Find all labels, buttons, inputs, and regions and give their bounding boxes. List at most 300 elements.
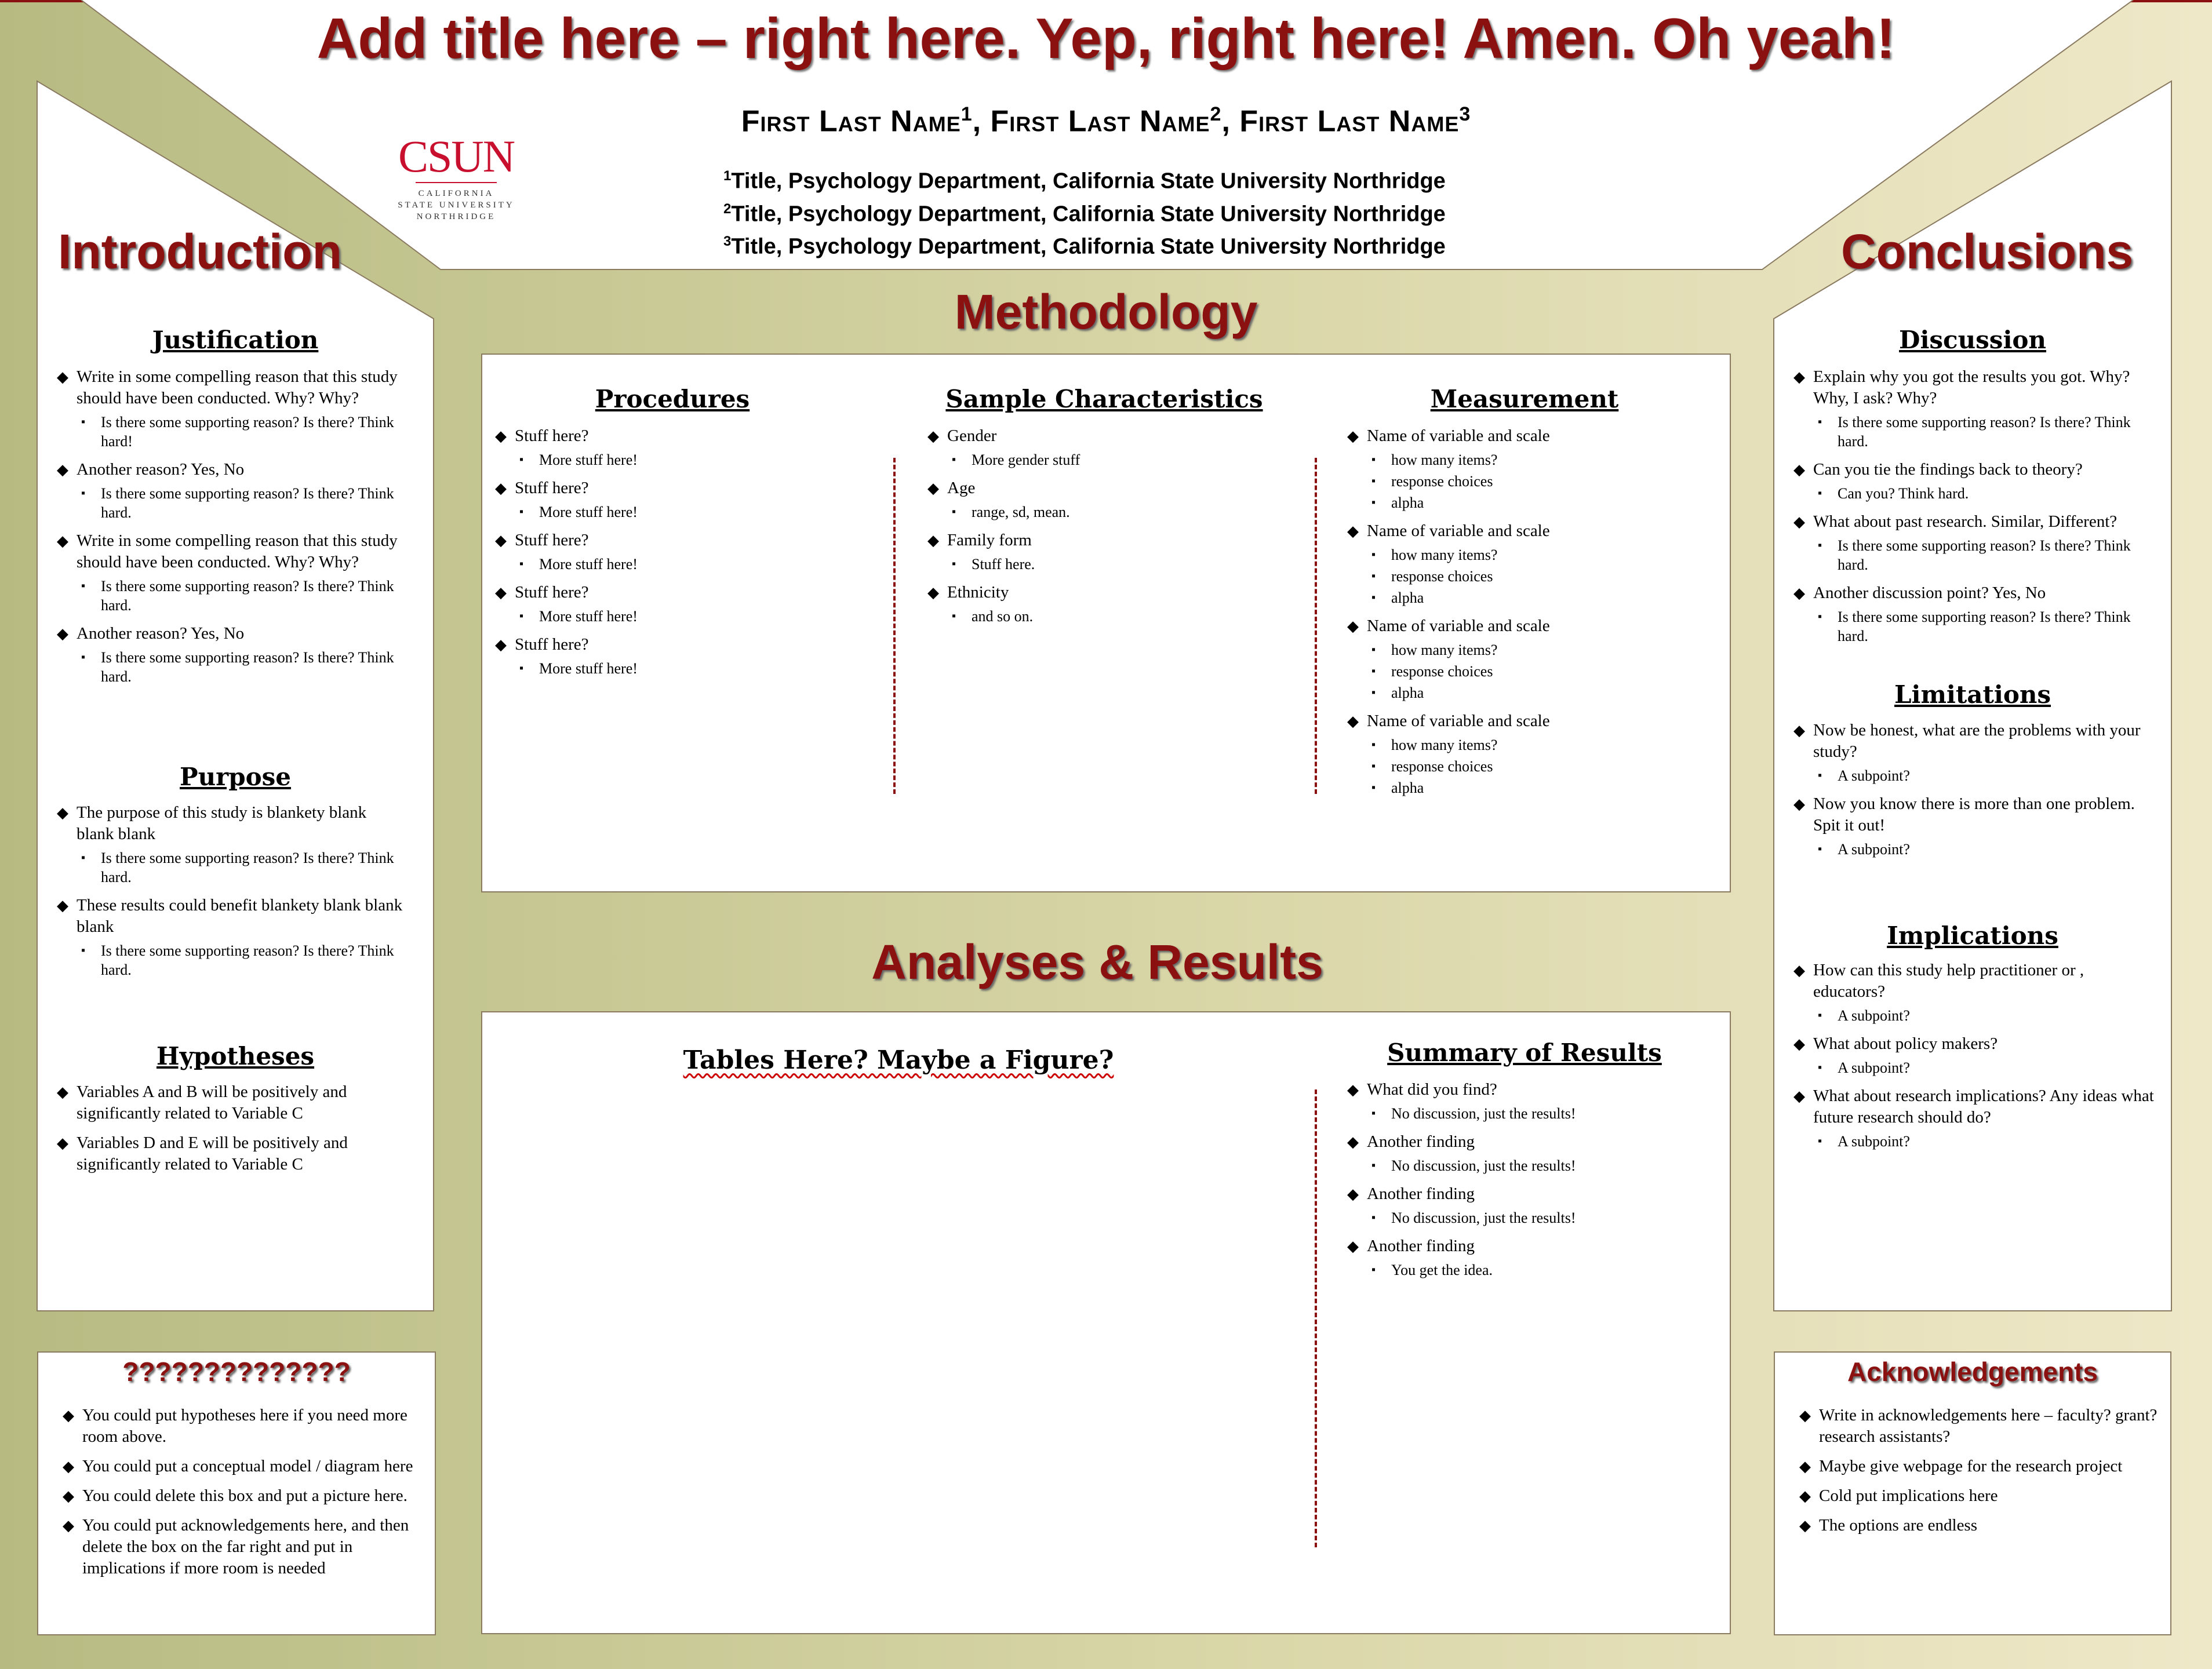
justification-list bbox=[57, 366, 405, 694]
extra-box-list bbox=[63, 1405, 422, 1587]
square-bullet-icon: ▪ bbox=[519, 453, 524, 466]
sub-list-item-text: You get the idea. bbox=[1391, 1262, 1493, 1278]
list-item bbox=[495, 634, 872, 678]
sub-list bbox=[1367, 1260, 1718, 1280]
affiliation-text: Title, Psychology Department, California State University Northridge bbox=[731, 234, 1446, 259]
list-item-text: Stuff here? bbox=[515, 635, 589, 654]
list-item bbox=[1793, 511, 2159, 574]
square-bullet-icon: ▪ bbox=[952, 505, 956, 518]
sub-list bbox=[1367, 640, 1718, 702]
list-item-text: You could delete this box and put a picture here. bbox=[82, 1486, 408, 1505]
square-bullet-icon: ▪ bbox=[81, 651, 86, 664]
sub-list-item-text: Is there some supporting reason? Is there? Think hard. bbox=[101, 578, 394, 614]
sub-list-item-text: A subpoint? bbox=[1838, 1007, 1910, 1024]
logo-wordmark: CSUN bbox=[398, 131, 515, 181]
list-item-text: Stuff here? bbox=[515, 583, 589, 602]
square-bullet-icon: ▪ bbox=[519, 610, 524, 622]
diamond-bullet-icon: ◆ bbox=[1793, 1036, 1805, 1052]
list-item bbox=[63, 1405, 422, 1448]
discussion-heading: Discussion bbox=[1899, 326, 2046, 354]
limitations-list bbox=[1793, 720, 2159, 867]
logo-line: CALIFORNIA bbox=[418, 189, 494, 198]
sub-list bbox=[1367, 735, 1718, 797]
acknowledgements-list bbox=[1799, 1405, 2164, 1544]
list-item-text: What did you find? bbox=[1367, 1080, 1497, 1099]
square-bullet-icon: ▪ bbox=[1371, 1211, 1376, 1224]
diamond-bullet-icon: ◆ bbox=[927, 480, 939, 497]
list-item-text: Cold put implications here bbox=[1819, 1486, 1998, 1505]
diamond-bullet-icon: ◆ bbox=[63, 1407, 74, 1424]
sub-list bbox=[1367, 1156, 1718, 1175]
list-item bbox=[63, 1515, 422, 1579]
author-superscript: 1 bbox=[961, 103, 973, 125]
list-item-text: These results could benefit blankety blank blank blank bbox=[77, 896, 403, 936]
square-bullet-icon: ▪ bbox=[952, 610, 956, 622]
sub-list-item bbox=[1367, 567, 1718, 586]
sub-list-item bbox=[1813, 1058, 2159, 1077]
list-item-text: Now be honest, what are the problems with your study? bbox=[1813, 721, 2141, 761]
square-bullet-icon: ▪ bbox=[952, 557, 956, 570]
author-name: First Last Name bbox=[741, 104, 961, 139]
implications-list bbox=[1793, 960, 2159, 1159]
sub-list bbox=[77, 577, 405, 615]
tables-placeholder-heading: Tables Here? Maybe a Figure? bbox=[683, 1045, 1114, 1075]
author-superscript: 3 bbox=[1459, 103, 1471, 125]
sub-list-item bbox=[77, 577, 405, 615]
list-item bbox=[927, 582, 1298, 626]
sub-list bbox=[77, 648, 405, 686]
diamond-bullet-icon: ◆ bbox=[1347, 1081, 1359, 1098]
square-bullet-icon: ▪ bbox=[1818, 1009, 1822, 1022]
affiliation-text: Title, Psychology Department, California State University Northridge bbox=[731, 169, 1446, 194]
diamond-bullet-icon: ◆ bbox=[1799, 1517, 1811, 1534]
sub-list-item-text: Is there some supporting reason? Is there? Think hard. bbox=[101, 942, 394, 978]
author-name: First Last Name bbox=[1239, 104, 1460, 139]
summary-of-results-heading: Summary of Results bbox=[1387, 1038, 1662, 1067]
list-item bbox=[57, 1132, 405, 1175]
sample-characteristics-heading: Sample Characteristics bbox=[945, 385, 1263, 413]
sub-list-item-text: Is there some supporting reason? Is there? Think hard. bbox=[101, 649, 394, 685]
sub-list-item bbox=[515, 502, 872, 522]
list-item bbox=[57, 366, 405, 451]
sub-list-item bbox=[1367, 545, 1718, 564]
square-bullet-icon: ▪ bbox=[1371, 643, 1376, 656]
list-item-text: Name of variable and scale bbox=[1367, 617, 1550, 635]
list-item-text: Age bbox=[947, 479, 976, 497]
list-item-text: Write in some compelling reason that this study should have been conducted. Why? Why? bbox=[77, 531, 398, 571]
sample-characteristics-list bbox=[927, 425, 1298, 634]
sub-list-item-text: how many items? bbox=[1391, 451, 1498, 468]
sub-list-item-text: No discussion, just the results! bbox=[1391, 1157, 1576, 1174]
author-list: First Last Name$^1$, First Last Name$^2$, First Last Name$^3$ bbox=[741, 103, 1471, 139]
sub-list bbox=[77, 941, 405, 979]
sub-list-item bbox=[1367, 450, 1718, 469]
list-item bbox=[1347, 1079, 1718, 1123]
list-item bbox=[57, 530, 405, 615]
csun-logo bbox=[390, 133, 523, 223]
diamond-bullet-icon: ◆ bbox=[927, 584, 939, 601]
sub-list-item-text: A subpoint? bbox=[1838, 841, 1910, 858]
diamond-bullet-icon: ◆ bbox=[63, 1517, 74, 1534]
sub-list-item-text: how many items? bbox=[1391, 642, 1498, 658]
sub-list-item-text: Is there some supporting reason? Is there? Think hard. bbox=[1838, 537, 2131, 573]
list-item bbox=[1347, 425, 1718, 512]
logo-divider bbox=[416, 182, 497, 183]
sub-list-item bbox=[1813, 413, 2159, 451]
sub-list-item-text: A subpoint? bbox=[1838, 1133, 1910, 1150]
sub-list-item-text: More stuff here! bbox=[539, 451, 638, 468]
sub-list bbox=[947, 502, 1298, 522]
square-bullet-icon: ▪ bbox=[1371, 453, 1376, 466]
diamond-bullet-icon: ◆ bbox=[63, 1488, 74, 1504]
results-heading: Analyses & Results bbox=[871, 935, 1323, 989]
list-item bbox=[63, 1456, 422, 1477]
sub-list bbox=[1367, 1208, 1718, 1227]
diamond-bullet-icon: ◆ bbox=[1347, 618, 1359, 635]
diamond-bullet-icon: ◆ bbox=[495, 584, 507, 601]
sub-list bbox=[1813, 413, 2159, 451]
list-item bbox=[495, 582, 872, 626]
sub-list-item bbox=[1367, 640, 1718, 659]
square-bullet-icon: ▪ bbox=[1818, 843, 1822, 855]
sub-list-item bbox=[1367, 778, 1718, 797]
list-item bbox=[1347, 520, 1718, 607]
square-bullet-icon: ▪ bbox=[1371, 475, 1376, 487]
sub-list-item bbox=[947, 555, 1298, 574]
sub-list-item-text: More stuff here! bbox=[539, 556, 638, 573]
list-item-text: Name of variable and scale bbox=[1367, 712, 1550, 730]
affiliation-line bbox=[723, 228, 1446, 261]
list-item-text: Stuff here? bbox=[515, 427, 589, 445]
affiliation-superscript: 1 bbox=[723, 168, 732, 184]
logo-line: STATE UNIVERSITY bbox=[398, 201, 515, 210]
square-bullet-icon: ▪ bbox=[1371, 1159, 1376, 1172]
sub-list-item-text: Is there some supporting reason? Is there? Think hard. bbox=[101, 850, 394, 885]
affiliation-line bbox=[723, 162, 1446, 195]
extra-box-heading: ?????????????? bbox=[122, 1357, 351, 1387]
diamond-bullet-icon: ◆ bbox=[495, 636, 507, 653]
list-item bbox=[1793, 459, 2159, 503]
sub-list-item bbox=[515, 659, 872, 678]
sub-list bbox=[1813, 484, 2159, 503]
list-item-text: Gender bbox=[947, 427, 997, 445]
list-item-text: Write in some compelling reason that this study should have been conducted. Why? Why? bbox=[77, 367, 398, 407]
discussion-list bbox=[1793, 366, 2159, 654]
sub-list bbox=[947, 450, 1298, 469]
list-item-text: Another discussion point? Yes, No bbox=[1813, 584, 2046, 602]
list-item bbox=[1793, 1085, 2159, 1151]
list-item-text: Variables D and E will be positively and significantly related to Variable C bbox=[77, 1134, 348, 1174]
square-bullet-icon: ▪ bbox=[1371, 760, 1376, 772]
list-item-text: Ethnicity bbox=[947, 583, 1009, 602]
list-item-text: What about past research. Similar, Different? bbox=[1813, 512, 2118, 531]
sub-list bbox=[1813, 1132, 2159, 1151]
square-bullet-icon: ▪ bbox=[1371, 496, 1376, 509]
list-item-text: Another reason? Yes, No bbox=[77, 624, 245, 643]
limitations-heading: Limitations bbox=[1894, 680, 2051, 709]
list-item bbox=[927, 425, 1298, 469]
sub-list bbox=[1813, 536, 2159, 574]
square-bullet-icon: ▪ bbox=[1371, 548, 1376, 561]
purpose-heading: Purpose bbox=[180, 763, 291, 791]
list-item bbox=[1347, 710, 1718, 797]
sub-list-item bbox=[77, 413, 405, 451]
sub-list-item bbox=[1367, 1260, 1718, 1280]
sub-list-item bbox=[1813, 1006, 2159, 1025]
list-item-text: Family form bbox=[947, 531, 1032, 549]
sub-list-item bbox=[1367, 735, 1718, 755]
list-item-text: Name of variable and scale bbox=[1367, 427, 1550, 445]
list-item-text: The options are endless bbox=[1819, 1516, 1978, 1535]
square-bullet-icon: ▪ bbox=[1371, 570, 1376, 582]
sub-list-item bbox=[515, 450, 872, 469]
diamond-bullet-icon: ◆ bbox=[1793, 1088, 1805, 1105]
diamond-bullet-icon: ◆ bbox=[57, 804, 68, 821]
sub-list bbox=[515, 555, 872, 574]
sub-list bbox=[515, 659, 872, 678]
sub-list-item bbox=[1367, 757, 1718, 776]
logo-line: NORTHRIDGE bbox=[416, 212, 496, 221]
diamond-bullet-icon: ◆ bbox=[1347, 428, 1359, 444]
sub-list bbox=[1367, 545, 1718, 607]
affiliation-superscript: 3 bbox=[723, 234, 732, 250]
square-bullet-icon: ▪ bbox=[952, 453, 956, 466]
list-item-text: Explain why you got the results you got. Why? Why, I ask? Why? bbox=[1813, 367, 2130, 407]
list-item-text: The purpose of this study is blankety blank blank blank bbox=[77, 803, 367, 843]
sub-list-item bbox=[1367, 683, 1718, 702]
affiliations bbox=[723, 162, 1446, 261]
list-item-text: You could put acknowledgements here, and then delete the box on the far right and put in implications if more room is needed bbox=[82, 1516, 409, 1577]
sub-list bbox=[1367, 450, 1718, 512]
diamond-bullet-icon: ◆ bbox=[1793, 722, 1805, 739]
sub-list bbox=[1813, 766, 2159, 785]
list-item bbox=[1793, 720, 2159, 785]
list-item bbox=[1793, 793, 2159, 859]
square-bullet-icon: ▪ bbox=[519, 505, 524, 518]
diamond-bullet-icon: ◆ bbox=[1347, 1134, 1359, 1150]
diamond-bullet-icon: ◆ bbox=[927, 532, 939, 549]
sub-list-item bbox=[1813, 536, 2159, 574]
list-item bbox=[1793, 582, 2159, 646]
square-bullet-icon: ▪ bbox=[1371, 781, 1376, 794]
list-item-text: Another finding bbox=[1367, 1237, 1475, 1255]
sub-list bbox=[1367, 1104, 1718, 1123]
list-item bbox=[495, 478, 872, 522]
list-item bbox=[1799, 1456, 2164, 1477]
diamond-bullet-icon: ◆ bbox=[1793, 461, 1805, 478]
square-bullet-icon: ▪ bbox=[1818, 610, 1822, 623]
sub-list-item bbox=[77, 941, 405, 979]
sub-list-item bbox=[1813, 1132, 2159, 1151]
list-item bbox=[1347, 1183, 1718, 1227]
square-bullet-icon: ▪ bbox=[1818, 1135, 1822, 1147]
list-item bbox=[57, 802, 405, 887]
sub-list bbox=[515, 450, 872, 469]
list-item bbox=[1799, 1405, 2164, 1448]
sub-list bbox=[1813, 1058, 2159, 1077]
sub-list-item bbox=[1367, 1104, 1718, 1123]
sub-list-item bbox=[1367, 472, 1718, 491]
list-item bbox=[1793, 960, 2159, 1025]
diamond-bullet-icon: ◆ bbox=[1347, 523, 1359, 540]
list-item bbox=[63, 1485, 422, 1507]
sub-list-item bbox=[1367, 662, 1718, 681]
square-bullet-icon: ▪ bbox=[81, 416, 86, 428]
purpose-list bbox=[57, 802, 405, 987]
diamond-bullet-icon: ◆ bbox=[57, 533, 68, 549]
sub-list bbox=[77, 484, 405, 522]
list-item-text: Stuff here? bbox=[515, 531, 589, 549]
list-item-text: Name of variable and scale bbox=[1367, 522, 1550, 540]
justification-heading: Justification bbox=[152, 326, 319, 354]
diamond-bullet-icon: ◆ bbox=[1799, 1488, 1811, 1504]
sub-list bbox=[77, 848, 405, 887]
diamond-bullet-icon: ◆ bbox=[1793, 513, 1805, 530]
sub-list bbox=[77, 413, 405, 451]
list-item-text: Another finding bbox=[1367, 1132, 1475, 1151]
sub-list-item-text: Is there some supporting reason? Is there? Think hard. bbox=[1838, 414, 2131, 450]
square-bullet-icon: ▪ bbox=[1371, 738, 1376, 751]
column-divider bbox=[1315, 1089, 1317, 1547]
acknowledgements-heading: Acknowledgements bbox=[1847, 1357, 2098, 1387]
sub-list bbox=[1813, 1006, 2159, 1025]
list-item-text: What about policy makers? bbox=[1813, 1034, 1998, 1053]
list-item bbox=[57, 895, 405, 979]
sub-list bbox=[515, 502, 872, 522]
sub-list-item-text: response choices bbox=[1391, 663, 1493, 680]
list-item-text: Can you tie the findings back to theory? bbox=[1813, 460, 2083, 479]
list-item-text: You could put a conceptual model / diagram here bbox=[82, 1457, 413, 1475]
methodology-heading: Methodology bbox=[954, 285, 1258, 339]
square-bullet-icon: ▪ bbox=[81, 487, 86, 500]
sub-list-item-text: alpha bbox=[1391, 494, 1424, 511]
sub-list bbox=[1813, 840, 2159, 859]
sub-list-item-text: No discussion, just the results! bbox=[1391, 1209, 1576, 1226]
list-item-text: You could put hypotheses here if you need more room above. bbox=[82, 1406, 408, 1446]
sub-list-item bbox=[947, 502, 1298, 522]
diamond-bullet-icon: ◆ bbox=[495, 480, 507, 497]
list-item bbox=[495, 530, 872, 574]
column-divider bbox=[1315, 458, 1317, 794]
diamond-bullet-icon: ◆ bbox=[57, 461, 68, 478]
diamond-bullet-icon: ◆ bbox=[1793, 585, 1805, 602]
affiliation-text: Title, Psychology Department, California State University Northridge bbox=[731, 202, 1446, 227]
sub-list bbox=[947, 607, 1298, 626]
diamond-bullet-icon: ◆ bbox=[1793, 796, 1805, 812]
list-item-text: What about research implications? Any ideas what future research should do? bbox=[1813, 1087, 2154, 1127]
list-item bbox=[57, 459, 405, 522]
poster-title: Add title here – right here. Yep, right here! Amen. Oh yeah! bbox=[316, 6, 1896, 70]
sub-list-item bbox=[1367, 1156, 1718, 1175]
sub-list-item-text: Can you? Think hard. bbox=[1838, 485, 1969, 502]
list-item bbox=[57, 623, 405, 686]
sub-list-item-text: More gender stuff bbox=[972, 451, 1080, 468]
diamond-bullet-icon: ◆ bbox=[1347, 713, 1359, 730]
column-divider bbox=[893, 458, 896, 794]
square-bullet-icon: ▪ bbox=[1371, 665, 1376, 677]
sub-list-item-text: More stuff here! bbox=[539, 608, 638, 625]
list-item bbox=[1347, 1131, 1718, 1175]
diamond-bullet-icon: ◆ bbox=[57, 897, 68, 914]
list-item bbox=[1347, 615, 1718, 702]
list-item bbox=[1793, 366, 2159, 451]
diamond-bullet-icon: ◆ bbox=[1347, 1186, 1359, 1202]
diamond-bullet-icon: ◆ bbox=[1347, 1238, 1359, 1255]
affiliation-superscript: 2 bbox=[723, 201, 732, 217]
diamond-bullet-icon: ◆ bbox=[495, 428, 507, 444]
list-item-text: How can this study help practitioner or , educators? bbox=[1813, 961, 2084, 1001]
list-item bbox=[495, 425, 872, 469]
sub-list-item-text: A subpoint? bbox=[1838, 1059, 1910, 1076]
list-item bbox=[1799, 1485, 2164, 1507]
sub-list-item-text: alpha bbox=[1391, 589, 1424, 606]
measurement-heading: Measurement bbox=[1430, 385, 1619, 413]
sub-list-item bbox=[77, 484, 405, 522]
sub-list-item-text: alpha bbox=[1391, 779, 1424, 796]
sub-list-item-text: Is there some supporting reason? Is there? Think hard. bbox=[101, 485, 394, 521]
diamond-bullet-icon: ◆ bbox=[57, 369, 68, 385]
list-item bbox=[57, 1081, 405, 1124]
square-bullet-icon: ▪ bbox=[1371, 686, 1376, 699]
diamond-bullet-icon: ◆ bbox=[1799, 1407, 1811, 1424]
sub-list-item-text: how many items? bbox=[1391, 737, 1498, 753]
square-bullet-icon: ▪ bbox=[1371, 591, 1376, 604]
sub-list-item bbox=[1813, 840, 2159, 859]
measurement-list bbox=[1347, 425, 1718, 806]
diamond-bullet-icon: ◆ bbox=[57, 1135, 68, 1151]
diamond-bullet-icon: ◆ bbox=[57, 625, 68, 642]
sub-list-item bbox=[77, 848, 405, 887]
list-item bbox=[927, 478, 1298, 522]
square-bullet-icon: ▪ bbox=[1818, 487, 1822, 500]
list-item bbox=[927, 530, 1298, 574]
sub-list-item bbox=[947, 450, 1298, 469]
sub-list-item-text: and so on. bbox=[972, 608, 1034, 625]
author-superscript: 2 bbox=[1210, 103, 1222, 125]
sub-list-item bbox=[1813, 607, 2159, 646]
sub-list-item-text: More stuff here! bbox=[539, 504, 638, 520]
sub-list-item-text: A subpoint? bbox=[1838, 767, 1910, 784]
list-item-text: Maybe give webpage for the research project bbox=[1819, 1457, 2123, 1475]
list-item-text: Now you know there is more than one problem. Spit it out! bbox=[1813, 795, 2135, 834]
list-item bbox=[1799, 1515, 2164, 1536]
square-bullet-icon: ▪ bbox=[1371, 1107, 1376, 1120]
list-item-text: Another finding bbox=[1367, 1185, 1475, 1203]
hypotheses-list bbox=[57, 1081, 405, 1183]
sub-list-item-text: Is there some supporting reason? Is there? Think hard. bbox=[1838, 608, 2131, 644]
sub-list-item-text: response choices bbox=[1391, 568, 1493, 585]
author-name: First Last Name bbox=[990, 104, 1210, 139]
sub-list-item-text: response choices bbox=[1391, 473, 1493, 490]
square-bullet-icon: ▪ bbox=[81, 851, 86, 864]
sub-list-item-text: Stuff here. bbox=[972, 556, 1035, 573]
sub-list-item-text: response choices bbox=[1391, 758, 1493, 775]
sub-list-item-text: Is there some supporting reason? Is there? Think hard! bbox=[101, 414, 394, 450]
square-bullet-icon: ▪ bbox=[81, 580, 86, 592]
sub-list-item bbox=[947, 607, 1298, 626]
list-item bbox=[1793, 1033, 2159, 1077]
sub-list-item bbox=[1367, 588, 1718, 607]
diamond-bullet-icon: ◆ bbox=[495, 532, 507, 549]
diamond-bullet-icon: ◆ bbox=[63, 1458, 74, 1475]
sub-list-item bbox=[1813, 484, 2159, 503]
affiliation-line bbox=[723, 195, 1446, 228]
diamond-bullet-icon: ◆ bbox=[927, 428, 939, 444]
square-bullet-icon: ▪ bbox=[1818, 539, 1822, 552]
list-item bbox=[1347, 1236, 1718, 1280]
sub-list-item bbox=[515, 607, 872, 626]
sub-list-item-text: alpha bbox=[1391, 684, 1424, 701]
